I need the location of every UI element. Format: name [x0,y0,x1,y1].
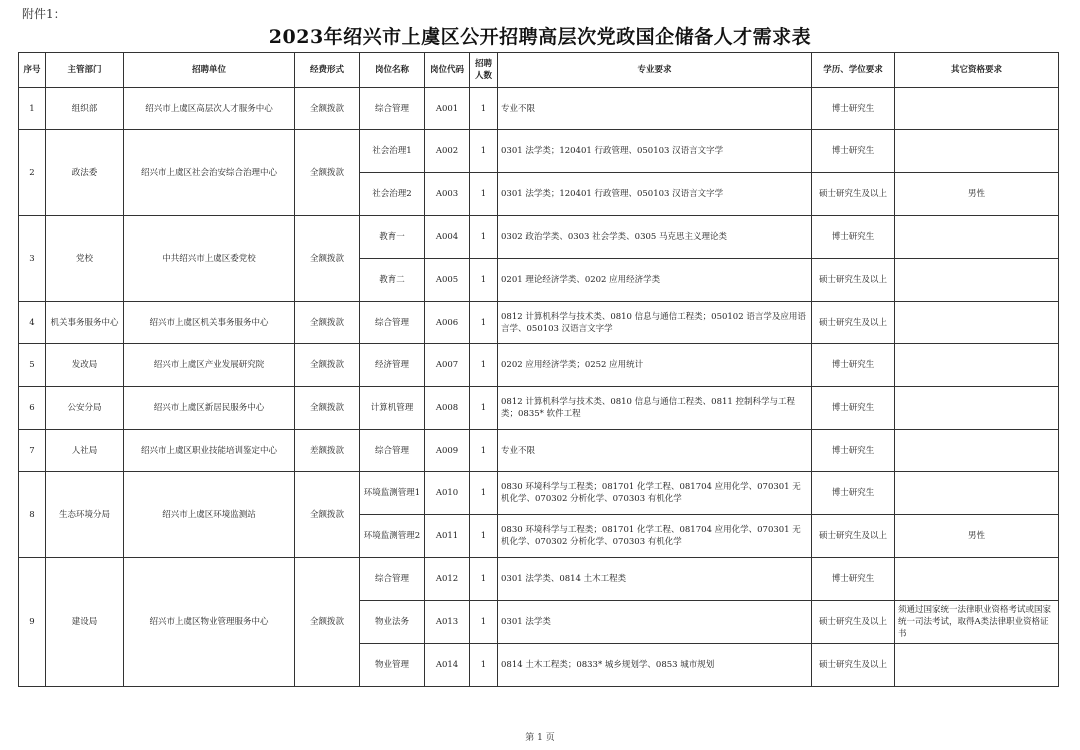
cell-post-code: A012 [425,558,470,601]
cell-other [895,644,1059,687]
cell-other [895,88,1059,130]
cell-post-name: 物业管理 [360,644,425,687]
cell-count: 1 [470,644,498,687]
cell-count: 1 [470,88,498,130]
col-header-seq: 序号 [19,53,46,88]
page-title: 2023年绍兴市上虞区公开招聘高层次党政国企储备人才需求表 [268,26,812,48]
cell-degree: 博士研究生 [812,88,895,130]
cell-other: 须通过国家统一法律职业资格考试或国家统一司法考试，取得A类法律职业资格证书 [895,601,1059,644]
cell-degree: 硕士研究生及以上 [812,173,895,216]
cell-funding: 全额拨款 [295,344,360,387]
cell-major: 0812 计算机科学与技术类、0810 信息与通信工程类、0811 控制科学与工程类；0835* 软件工程 [498,387,812,430]
cell-post-code: A010 [425,472,470,515]
cell-post-name: 环境监测管理2 [360,515,425,558]
cell-degree: 博士研究生 [812,344,895,387]
table-row [19,430,1059,472]
cell-seq: 7 [19,430,46,472]
col-header-funding: 经费形式 [295,53,360,88]
cell-degree: 博士研究生 [812,472,895,515]
cell-count: 1 [470,173,498,216]
cell-funding: 差额拨款 [295,430,360,472]
cell-post-code: A014 [425,644,470,687]
attachment-label: 附件1： [22,7,66,21]
cell-post-code: A002 [425,130,470,173]
cell-degree: 博士研究生 [812,130,895,173]
cell-degree: 博士研究生 [812,430,895,472]
cell-major: 0202 应用经济学类；0252 应用统计 [498,344,812,387]
cell-count: 1 [470,302,498,344]
cell-post-name: 计算机管理 [360,387,425,430]
cell-degree: 博士研究生 [812,216,895,259]
cell-count: 1 [470,259,498,302]
cell-post-code: A006 [425,302,470,344]
cell-post-code: A011 [425,515,470,558]
cell-funding: 全额拨款 [295,216,360,302]
cell-major: 0830 环境科学与工程类；081701 化学工程、081704 应用化学、070301 无机化学、070302 分析化学、070303 有机化学 [498,515,812,558]
cell-post-code: A009 [425,430,470,472]
cell-dept: 建设局 [46,558,124,687]
cell-major: 0301 法学类 [498,601,812,644]
cell-major: 0812 计算机科学与技术类、0810 信息与通信工程类；050102 语言学及应用语言学、050103 汉语言文字学 [498,302,812,344]
cell-post-code: A004 [425,216,470,259]
col-header-other: 其它资格要求 [895,53,1059,88]
cell-post-name: 物业法务 [360,601,425,644]
table-row [19,472,1059,515]
cell-other [895,430,1059,472]
cell-post-code: A001 [425,88,470,130]
col-header-post-name: 岗位名称 [360,53,425,88]
cell-post-code: A008 [425,387,470,430]
cell-count: 1 [470,472,498,515]
table-row [19,387,1059,430]
cell-funding: 全额拨款 [295,88,360,130]
cell-degree: 硕士研究生及以上 [812,515,895,558]
cell-funding: 全额拨款 [295,387,360,430]
cell-other [895,344,1059,387]
table-row [19,130,1059,173]
cell-count: 1 [470,130,498,173]
col-header-unit: 招聘单位 [124,53,295,88]
cell-count: 1 [470,344,498,387]
cell-funding: 全额拨款 [295,472,360,558]
cell-count: 1 [470,216,498,259]
cell-post-code: A007 [425,344,470,387]
cell-major: 0301 法学类；120401 行政管理、050103 汉语言文字学 [498,173,812,216]
col-header-major: 专业要求 [498,53,812,88]
col-header-dept: 主管部门 [46,53,124,88]
cell-other [895,472,1059,515]
cell-degree: 硕士研究生及以上 [812,644,895,687]
cell-post-code: A013 [425,601,470,644]
cell-major: 0830 环境科学与工程类；081701 化学工程、081704 应用化学、070301 无机化学、070302 分析化学、070303 有机化学 [498,472,812,515]
cell-dept: 发改局 [46,344,124,387]
table-row [19,558,1059,601]
table-row [19,88,1059,130]
cell-dept: 公安分局 [46,387,124,430]
cell-funding: 全额拨款 [295,302,360,344]
cell-major: 专业不限 [498,88,812,130]
cell-major: 0201 理论经济学类、0202 应用经济学类 [498,259,812,302]
cell-count: 1 [470,387,498,430]
cell-post-name: 教育二 [360,259,425,302]
cell-other [895,302,1059,344]
cell-dept: 生态环境分局 [46,472,124,558]
cell-unit: 绍兴市上虞区环境监测站 [124,472,295,558]
cell-post-name: 综合管理 [360,558,425,601]
cell-seq: 4 [19,302,46,344]
col-header-post-code: 岗位代码 [425,53,470,88]
cell-major: 0814 土木工程类；0833* 城乡规划学、0853 城市规划 [498,644,812,687]
table-row [19,344,1059,387]
cell-count: 1 [470,430,498,472]
cell-unit: 绍兴市上虞区新居民服务中心 [124,387,295,430]
cell-other: 男性 [895,173,1059,216]
cell-seq: 2 [19,130,46,216]
cell-unit: 绍兴市上虞区产业发展研究院 [124,344,295,387]
cell-post-name: 环境监测管理1 [360,472,425,515]
page-footer: 第 1 页 [525,733,555,743]
cell-degree: 博士研究生 [812,387,895,430]
cell-post-name: 经济管理 [360,344,425,387]
requirements-table [18,52,1059,687]
cell-count: 1 [470,601,498,644]
cell-dept: 组织部 [46,88,124,130]
cell-seq: 6 [19,387,46,430]
cell-post-name: 综合管理 [360,430,425,472]
cell-post-name: 社会治理2 [360,173,425,216]
cell-major: 0301 法学类、0814 土木工程类 [498,558,812,601]
cell-post-name: 综合管理 [360,302,425,344]
cell-degree: 博士研究生 [812,558,895,601]
cell-funding: 全额拨款 [295,130,360,216]
cell-degree: 硕士研究生及以上 [812,259,895,302]
cell-other [895,216,1059,259]
col-header-degree: 学历、学位要求 [812,53,895,88]
table-header-row [19,53,1059,88]
cell-unit: 绍兴市上虞区物业管理服务中心 [124,558,295,687]
cell-unit: 绍兴市上虞区高层次人才服务中心 [124,88,295,130]
cell-other [895,387,1059,430]
cell-degree: 硕士研究生及以上 [812,601,895,644]
cell-other [895,259,1059,302]
table-row [19,216,1059,259]
cell-seq: 9 [19,558,46,687]
cell-dept: 政法委 [46,130,124,216]
cell-count: 1 [470,558,498,601]
cell-dept: 人社局 [46,430,124,472]
cell-dept: 党校 [46,216,124,302]
cell-seq: 1 [19,88,46,130]
col-header-count: 招聘人数 [470,53,498,88]
cell-unit: 绍兴市上虞区职业技能培训鉴定中心 [124,430,295,472]
cell-major: 专业不限 [498,430,812,472]
cell-post-name: 教育一 [360,216,425,259]
cell-degree: 硕士研究生及以上 [812,302,895,344]
cell-major: 0301 法学类；120401 行政管理、050103 汉语言文字学 [498,130,812,173]
cell-post-name: 综合管理 [360,88,425,130]
cell-other [895,130,1059,173]
cell-dept: 机关事务服务中心 [46,302,124,344]
cell-seq: 8 [19,472,46,558]
cell-funding: 全额拨款 [295,558,360,687]
cell-count: 1 [470,515,498,558]
cell-seq: 3 [19,216,46,302]
table-body [19,88,1059,687]
cell-other [895,558,1059,601]
cell-post-code: A003 [425,173,470,216]
cell-unit: 中共绍兴市上虞区委党校 [124,216,295,302]
cell-post-code: A005 [425,259,470,302]
cell-major: 0302 政治学类、0303 社会学类、0305 马克思主义理论类 [498,216,812,259]
cell-post-name: 社会治理1 [360,130,425,173]
cell-seq: 5 [19,344,46,387]
cell-other: 男性 [895,515,1059,558]
cell-unit: 绍兴市上虞区机关事务服务中心 [124,302,295,344]
cell-unit: 绍兴市上虞区社会治安综合治理中心 [124,130,295,216]
table-row [19,302,1059,344]
